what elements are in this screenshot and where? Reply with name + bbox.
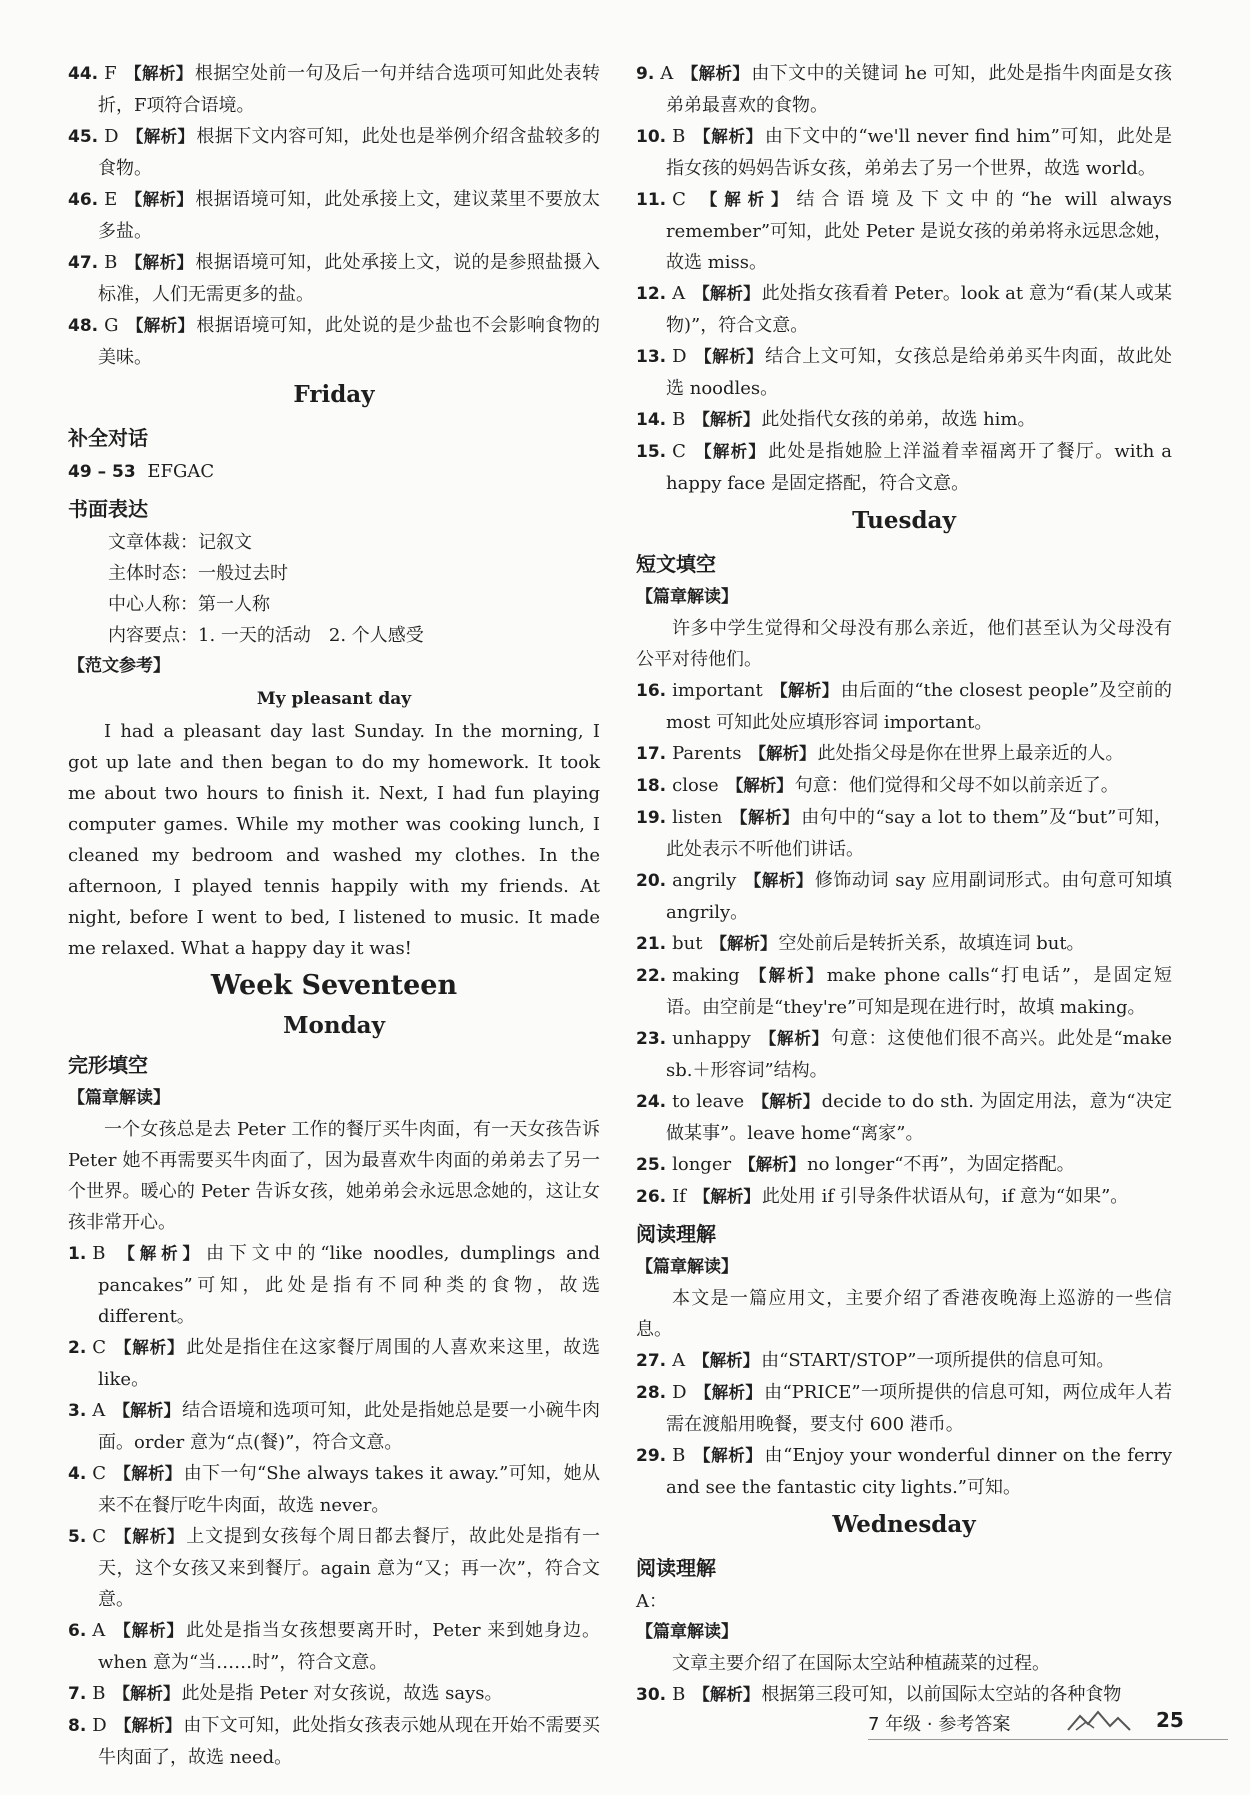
day-heading-friday: Friday <box>293 381 375 408</box>
answer-item: 21. but 【解析】 空处前后是转折关系，故填连词 but。 <box>636 933 1085 954</box>
answer-item: 44. F 【解析】 根据空处前一句及后一句并结合选项可知此处表转折，F项符合语境。 <box>68 63 600 116</box>
passage-summary: 本文是一篇应用文，主要介绍了香港夜晚海上巡游的一些信息。 <box>636 1288 1172 1340</box>
answer-item: 3. A 【解析】 结合语境和选项可知，此处是指她总是要一小碗牛肉面。order 意为“点(餐)”，符合文意。 <box>68 1400 601 1453</box>
section-heading-reading: 阅读理解 <box>636 1556 716 1580</box>
right-column <box>636 58 1172 1711</box>
sample-essay-tag: 【范文参考】 <box>68 656 170 676</box>
answer-item: 1. B 【解析】 由下文中的“like noodles, dumplings and pancakes”可知，此处是指有不同种类的食物，故选 different。 <box>68 1243 600 1327</box>
answer-item: 2. C 【解析】 此处是指住在这家餐厅周围的人喜欢来这里，故选 like。 <box>68 1337 601 1390</box>
answer-item: 6. A 【解析】 此处是指当女孩想要离开时，Peter 来到她身边。when 意为“当……时”，符合文意。 <box>68 1620 601 1673</box>
day-heading-monday: Monday <box>283 1012 385 1039</box>
answer-item: 30. B 【解析】 根据第三段可知，以前国际太空站的各种食物 <box>636 1684 1122 1705</box>
section-heading-short-fill: 短文填空 <box>636 552 716 576</box>
dialog-answer: 49 – 53 EFGAC <box>68 461 215 482</box>
answer-item: 26. If 【解析】 此处用 if 引导条件状语从句，if 意为“如果”。 <box>636 1186 1129 1207</box>
answer-item: 29. B 【解析】 由“Enjoy your wonderful dinner on the ferry and see the fantastic city lights.”可知。 <box>636 1445 1172 1498</box>
answer-item: 23. unhappy 【解析】 句意：这使他们很不高兴。此处是“make sb.＋形容词”结构。 <box>636 1028 1173 1081</box>
outline-line: 主体时态：一般过去时 <box>108 563 288 584</box>
answer-item: 5. C 【解析】 上文提到女孩每个周日都去餐厅，故此处是指有一天，这个女孩又来到餐厅。again 意为“又；再一次”，符合文意。 <box>68 1526 601 1610</box>
answer-item: 14. B 【解析】 此处指代女孩的弟弟，故选 him。 <box>636 409 1036 430</box>
passage-tag: 【篇章解读】 <box>68 1088 170 1108</box>
answer-item: 20. angrily 【解析】 修饰动词 say 应用副词形式。由句意可知填 angrily。 <box>636 870 1172 923</box>
passage-tag: 【篇章解读】 <box>636 1257 738 1277</box>
answer-item: 28. D 【解析】 由“PRICE”一项所提供的信息可知，两位成年人若需在渡船用晚餐，要支付 600 港币。 <box>636 1382 1173 1435</box>
day-heading-wednesday: Wednesday <box>832 1511 976 1538</box>
answer-item: 17. Parents 【解析】 此处指父母是你在世界上最亲近的人。 <box>636 743 1124 764</box>
week-heading: Week Seventeen <box>210 970 458 1001</box>
outline-line: 中心人称：第一人称 <box>108 594 270 615</box>
answer-item: 10. B 【解析】 由下文中的“we'll never find him”可知，此处是指女孩的妈妈告诉女孩，弟弟去了另一个世界，故选 world。 <box>636 126 1172 179</box>
answer-item: 9. A 【解析】 由下文中的关键词 he 可知，此处是指牛肉面是女孩弟弟最喜欢的食物。 <box>636 63 1173 116</box>
answer-item: 12. A 【解析】 此处指女孩看着 Peter。look at 意为“看(某人或某物)”，符合文意。 <box>636 283 1172 336</box>
passage-summary: 许多中学生觉得和父母没有那么亲近，他们甚至认为父母没有公平对待他们。 <box>636 618 1172 670</box>
page-number: 25 <box>1156 1708 1184 1732</box>
page-footer <box>868 1702 1228 1742</box>
answer-item: 16. important 【解析】 由后面的“the closest people”及空前的 most 可知此处应填形容词 important。 <box>636 680 1173 733</box>
passage-tag: 【篇章解读】 <box>636 1622 738 1642</box>
left-column <box>68 58 600 1773</box>
footer-grade-label: 7 年级 · 参考答案 <box>868 1714 1011 1735</box>
answer-item: 18. close 【解析】 句意：他们觉得和父母不如以前亲近了。 <box>636 775 1119 796</box>
answer-item: 45. D 【解析】 根据下文内容可知，此处也是举例介绍含盐较多的食物。 <box>68 126 601 179</box>
answer-item: 46. E 【解析】 根据语境可知，此处承接上文，建议菜里不要放太多盐。 <box>68 189 601 242</box>
answer-item: 13. D 【解析】 结合上文可知，女孩总是给弟弟买牛肉面，故此处选 noodles。 <box>636 346 1173 399</box>
outline-line: 文章体裁：记叙文 <box>108 532 252 553</box>
answer-group-44-48 <box>68 58 600 373</box>
answer-group-16-26 <box>636 675 1172 1213</box>
answer-item: 7. B 【解析】 此处是指 Peter 对女孩说，故选 says。 <box>68 1683 503 1704</box>
essay-body: I had a pleasant day last Sunday. In the morning, I got up late and then began to do my homework. It took me about two hours to finish it. Next, I had fun playing computer games. While my mother was cooking lunch, I cleaned my bedroom and washed my clothes. In the afternoon, I played tennis happily with my friends. At night, before I went to bed, I listened to music. It made me relaxed. What a happy day it was! <box>68 721 600 959</box>
passage-summary: 一个女孩总是去 Peter 工作的餐厅买牛肉面，有一天女孩告诉 Peter 她不再需要买牛肉面了，因为最喜欢牛肉面的弟弟去了另一个世界。暖心的 Peter 告诉女孩，她弟弟会永远思念她的，这让女孩非常开心。 <box>68 1119 600 1233</box>
part-label: A： <box>636 1591 667 1612</box>
section-heading-dialog: 补全对话 <box>68 426 148 450</box>
passage-tag: 【篇章解读】 <box>636 587 738 607</box>
answer-group-9-15 <box>636 58 1172 499</box>
section-heading-cloze: 完形填空 <box>68 1053 148 1077</box>
answer-item: 4. C 【解析】 由下一句“She always takes it away.”可知，她从来不在餐厅吃牛肉面，故选 never。 <box>68 1463 600 1516</box>
answer-item: 24. to leave 【解析】 decide to do sth. 为固定用法，意为“决定做某事”。leave home“离家”。 <box>636 1091 1172 1144</box>
answer-group-1-8 <box>68 1238 600 1773</box>
section-heading-writing: 书面表达 <box>68 497 148 521</box>
day-heading-tuesday: Tuesday <box>852 507 956 534</box>
answer-item: 22. making 【解析】 make phone calls“打电话”，是固定短语。由空前是“they're”可知是现在进行时，故填 making。 <box>636 965 1173 1018</box>
writing-outline <box>68 527 600 651</box>
answer-item: 48. G 【解析】 根据语境可知，此处说的是少盐也不会影响食物的美味。 <box>68 315 601 368</box>
answer-item: 47. B 【解析】 根据语境可知，此处承接上文，说的是参照盐摄入标准，人们无需更多的盐。 <box>68 252 600 305</box>
passage-summary: 文章主要介绍了在国际太空站种植蔬菜的过程。 <box>672 1653 1050 1674</box>
answer-item: 25. longer 【解析】 no longer“不再”，为固定搭配。 <box>636 1154 1075 1175</box>
essay-title: My pleasant day <box>256 689 412 709</box>
answer-item: 15. C 【解析】 此处是指她脸上洋溢着幸福离开了餐厅。with a happy face 是固定搭配，符合文意。 <box>636 441 1173 494</box>
answer-item: 11. C 【解析】 结合语境及下文中的“he will always remember”可知，此处 Peter 是说女孩的弟弟将永远思念她，故选 miss。 <box>636 189 1172 273</box>
answer-item: 19. listen 【解析】 由句中的“say a lot to them”及“but”可知，此处表示不听他们讲话。 <box>636 807 1173 860</box>
section-heading-reading: 阅读理解 <box>636 1222 716 1246</box>
footer-rule <box>868 1739 1228 1740</box>
outline-line: 内容要点：1. 一天的活动 2. 个人感受 <box>108 625 424 646</box>
answer-item: 8. D 【解析】 由下文可知，此处指女孩表示她从现在开始不需要买牛肉面了，故选 need。 <box>68 1715 601 1768</box>
answer-item: 27. A 【解析】 由“START/STOP”一项所提供的信息可知。 <box>636 1350 1115 1371</box>
mountain-logo-icon <box>1066 1708 1146 1734</box>
answer-group-27-29 <box>636 1345 1172 1503</box>
